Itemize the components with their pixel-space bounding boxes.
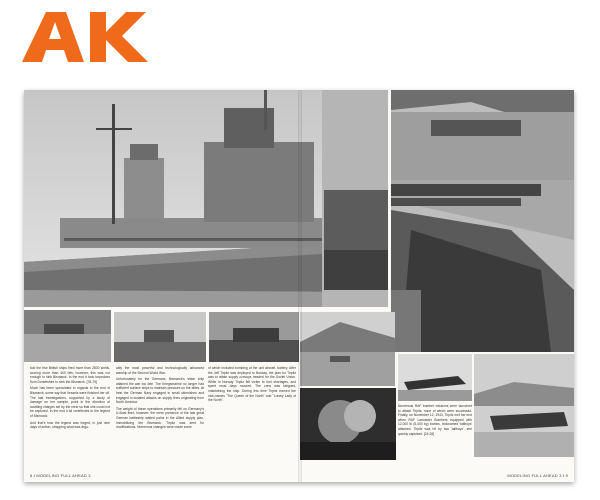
footer-title: MODELING FULL AHEAD 3: [507, 473, 562, 478]
left-text-column-2: [116, 366, 204, 472]
ak-logo-mark: [18, 8, 158, 66]
paragraph: of which included bombing of the unit aircraft. battery. After the Jeff Tirpitz was deployed to Norway, the plan for Tirpitz was to attain supply convoys headed for the Soviet Union. While in Norway Tirpitz fell victim to fuel shortages, and spent most days moored. The crew was fatigued, maintaining the ship. During this time Tirpitz earned the nick-names "The Queen of the North" and "Lonely Lady of the North".: [208, 366, 296, 403]
wreck-photo: [474, 354, 574, 457]
paragraph: The weight of these operations primarily fell on Germany's U-Boat fleet, however, the mere presence of the last great German battleship waited pains in the Allied supply plan, immobilizing the Bismarck. Tirpitz was sent for modifications. Numerous changes were made some: [116, 406, 204, 430]
right-page-footer: MODELING FULL AHEAD 3 / 9: [507, 473, 568, 478]
paragraph: Much has been speculated in regards to the end of Bismarck; some say that Vessels were finished her off. The last investigations, supported by a study of damage on her sample, point in the direction of scuttling charges set by the crew so that she could not be captured. In the end it all contributes to the legend of Bismarck.: [30, 386, 110, 418]
page-number: 8: [30, 473, 33, 478]
paragraph: ably the most powerful and technologically advanced warship of the Second World War.: [116, 366, 204, 375]
small-photo-3: [209, 312, 299, 362]
left-page-footer: 8 / MODELING FULL AHEAD 3: [30, 473, 91, 478]
fjord-photo: [300, 312, 395, 386]
left-text-column-1: [30, 366, 110, 472]
right-text-column-2: [398, 404, 472, 470]
tirpitz-deck-photo: [391, 90, 574, 352]
footer-title: MODELING FULL AHEAD 3: [36, 473, 91, 478]
right-text-column-1: [208, 366, 296, 472]
paragraph: told the few British ships fired more than 2800 shells, scoring more than 400 hits; however, this was not enough to sink Bismarck. In the end it took torpedoes from Dorsetshire to sink the Bismarck. [78-79]: [30, 366, 110, 384]
small-photo-2: [114, 312, 206, 362]
ak-logo: [18, 8, 158, 66]
small-photo-1: [24, 310, 111, 362]
paragraph: And that's how the legend was forged, in just nine days of action, strapping what was argu-: [30, 420, 110, 430]
capsized-photo: [398, 354, 472, 401]
page-number: 9: [565, 473, 568, 478]
page-gutter: [298, 90, 302, 482]
book-spread: [24, 90, 574, 482]
paragraph: Numerous RAF bomber missions were launched to attack Tirpitz, none of which were successful. Finally, on November 12, 1944, Tirpitz met her end when RAF Lancaster Bombers equipped with 12,000 lb (5,400 kg) bombs, tricknamed 'tallboys' attacked. Tirpitz was hit by two 'tallboys', she quickly capsized. [24-26]: [398, 404, 472, 436]
paragraph: Unfortunately for the Germans, Bismarck's sister ship attained the war too late. The Kriegsmarine no longer had sufficient surface ships to maintain pressure on the allies. At best the German Navy engaged in small skirmishes and engaged in isolated attacks on supply lines originating from North America.: [116, 377, 204, 405]
battleship-main-photo: [24, 90, 388, 307]
bombing-photo: [300, 388, 396, 460]
